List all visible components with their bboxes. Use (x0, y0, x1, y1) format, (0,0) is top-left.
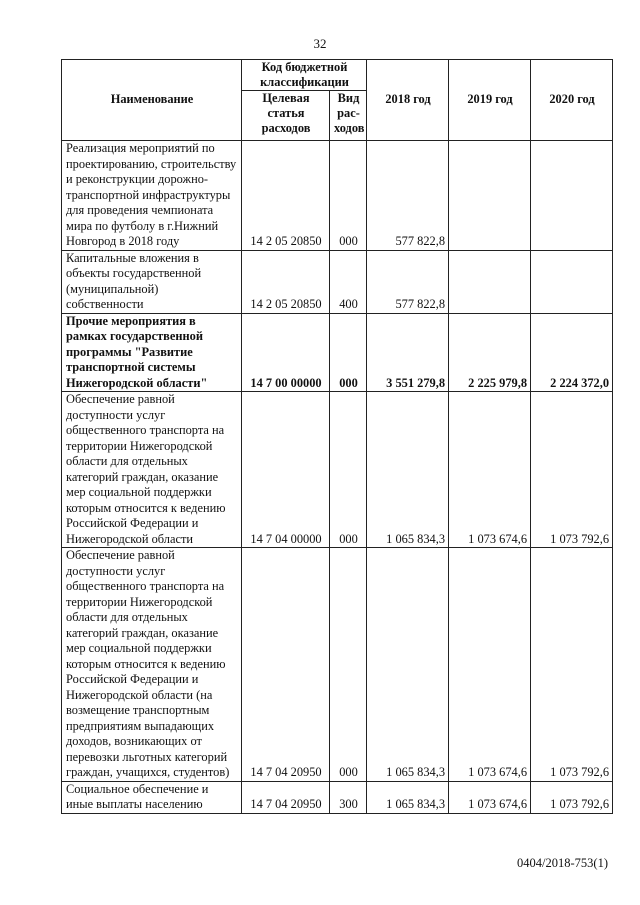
header-year-2020: 2020 год (531, 60, 613, 141)
row-name: Реализация мероприятий по проектированию, строительству и реконструкции дорожно-транспортной инфраструктуры для проведения чемпионата мира по футболу в г.Нижний Новгород в 2018 году (62, 141, 242, 251)
row-kind: 000 (330, 392, 367, 548)
table-row (62, 781, 613, 813)
row-value-2018: 3 551 279,8 (367, 313, 449, 392)
header-target-article: Целевая статья расходов (242, 91, 330, 141)
row-kind: 400 (330, 250, 367, 313)
row-target-article: 14 7 04 00000 (242, 392, 330, 548)
row-target-article: 14 7 04 20950 (242, 548, 330, 782)
row-value-2019 (449, 141, 531, 251)
table-row (62, 392, 613, 548)
header-name: Наименование (62, 60, 242, 141)
row-value-2020 (531, 141, 613, 251)
row-value-2019: 1 073 674,6 (449, 548, 531, 782)
row-name: Обеспечение равной доступности услуг общественного транспорта на территории Нижегородской области для отдельных категорий граждан, оказание мер социальной поддержки которым относится к ведению Российской Федерации и Нижегородской области (62, 392, 242, 548)
row-value-2019: 1 073 674,6 (449, 392, 531, 548)
row-kind: 000 (330, 141, 367, 251)
row-value-2020: 1 073 792,6 (531, 781, 613, 813)
row-name: Прочие мероприятия в рамках государственной программы "Развитие транспортной системы Нижегородской области" (62, 313, 242, 392)
row-name: Обеспечение равной доступности услуг общественного транспорта на территории Нижегородской области для отдельных категорий граждан, оказание мер социальной поддержки которым относится к ведению Российской Федерации и Нижегородской области (на возмещение транспортным предприятиям выпадающих доходов, возникающих от перевозки льготных категорий граждан, учащихся, студентов) (62, 548, 242, 782)
row-target-article: 14 7 00 00000 (242, 313, 330, 392)
header-year-2018: 2018 год (367, 60, 449, 141)
header-year-2019: 2019 год (449, 60, 531, 141)
table-row (62, 250, 613, 313)
row-value-2019: 1 073 674,6 (449, 781, 531, 813)
row-value-2019: 2 225 979,8 (449, 313, 531, 392)
row-target-article: 14 7 04 20950 (242, 781, 330, 813)
row-value-2020: 2 224 372,0 (531, 313, 613, 392)
row-value-2018: 577 822,8 (367, 250, 449, 313)
row-value-2018: 1 065 834,3 (367, 392, 449, 548)
row-value-2018: 577 822,8 (367, 141, 449, 251)
header-code-group: Код бюджетной классификации (242, 60, 367, 91)
budget-table (61, 59, 613, 814)
table-row (62, 141, 613, 251)
row-value-2020: 1 073 792,6 (531, 392, 613, 548)
footer-document-code: 0404/2018-753(1) (517, 856, 608, 870)
row-target-article: 14 2 05 20850 (242, 250, 330, 313)
row-value-2020: 1 073 792,6 (531, 548, 613, 782)
row-kind: 000 (330, 313, 367, 392)
row-value-2019 (449, 250, 531, 313)
row-value-2018: 1 065 834,3 (367, 781, 449, 813)
row-name: Капитальные вложения в объекты государственной (муниципальной) собственности (62, 250, 242, 313)
header-kind: Вид рас-ходов (330, 91, 367, 141)
row-kind: 000 (330, 548, 367, 782)
row-value-2020 (531, 250, 613, 313)
row-value-2018: 1 065 834,3 (367, 548, 449, 782)
table-row (62, 548, 613, 782)
row-kind: 300 (330, 781, 367, 813)
table-row (62, 313, 613, 392)
page-number: 32 (313, 36, 327, 51)
table-body (62, 141, 613, 814)
row-name: Социальное обеспечение и иные выплаты населению (62, 781, 242, 813)
row-target-article: 14 2 05 20850 (242, 141, 330, 251)
